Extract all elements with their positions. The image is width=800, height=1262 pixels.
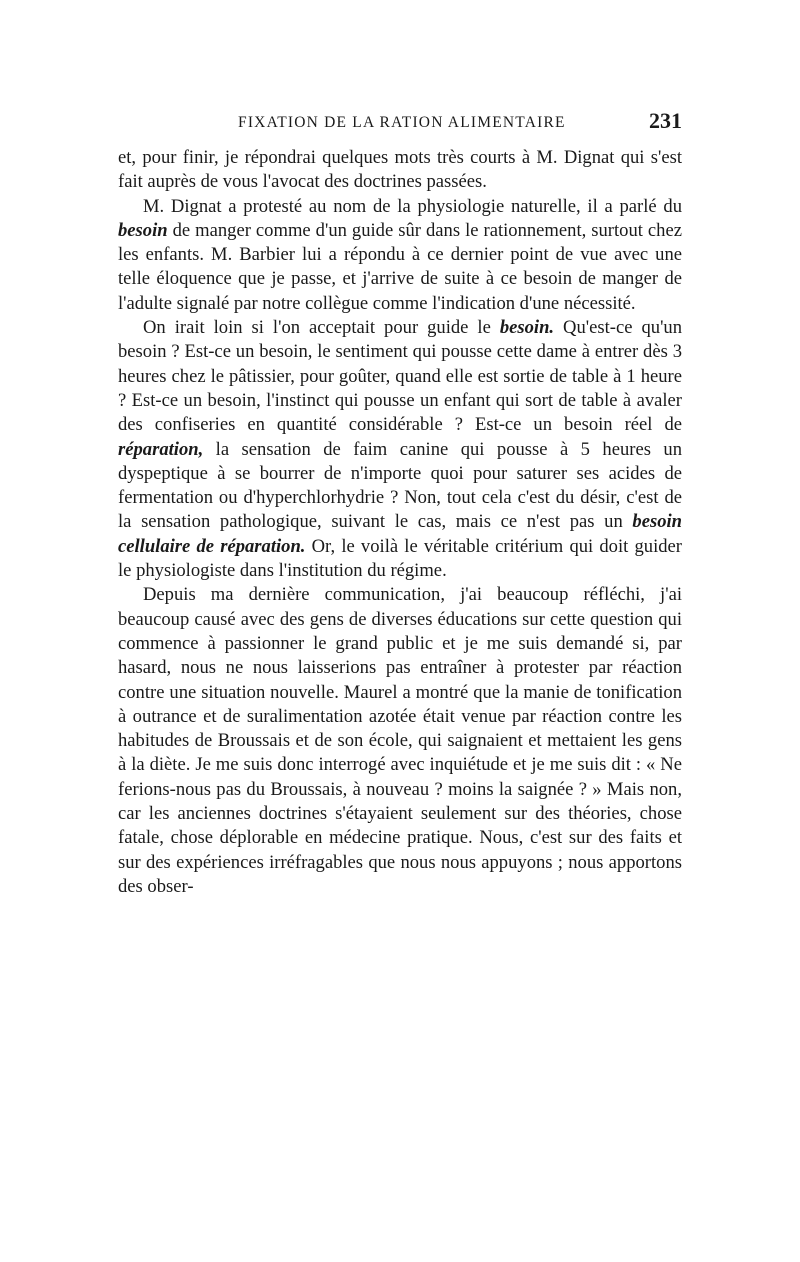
paragraph-2 [118, 195, 682, 316]
page-number: 231 [649, 108, 682, 133]
paragraph-1: et, pour finir, je répondrai quelques mots très courts à M. Dignat qui s'est fait auprès de vous l'avocat des doctrines passées. [118, 147, 682, 193]
paragraph-2-text-c: de manger comme d'un guide sûr dans le rationnement, surtout chez les enfants. M. Barbier lui a répondu à ce dernier point de vue avec une telle éloquence que je passe, et j'arrive de suite à ce besoin de manger de l'adulte signalé par notre collègue comme l'indication d'une nécessité. [118, 219, 682, 314]
paragraph-3-text-g: Or, le voilà le véritable critérium qui doit guider le physiologiste dans l'institution du régime. [118, 535, 682, 582]
paragraph-3-text-a: On irait loin si l'on acceptait pour guide le [143, 317, 500, 339]
paragraph-3 [118, 316, 682, 583]
paragraph-3-text-c: Qu'est-ce qu'un besoin ? Est-ce un besoin, le sentiment qui pousse cette dame à entrer dès 3 heures chez le pâtissier, pour goûter, quand elle est sortie de table à 1 heure ? Est-ce un besoin, l'instinct qui pousse un enfant qui sort de table à avaler des confiseries en quantité considérable ? Est-ce un besoin réel de [118, 317, 683, 436]
book-page [118, 108, 682, 899]
running-head [118, 108, 682, 138]
body-text [118, 146, 682, 899]
paragraph-3-emphasis-besoin-cellulaire: besoin cellulaire de réparation. [118, 511, 682, 557]
paragraph-2-emphasis-besoin: besoin [118, 219, 168, 241]
paragraph-3-emphasis-reparation: réparation, [118, 438, 204, 460]
paragraph-3-text-e: la sensation de faim canine qui pousse à 5 heures un dyspeptique à se bourrer de n'importe quoi pour saturer ses acides de fermentation ou d'hyperchlorhydrie ? Non, tout cela c'est du désir, c'est de la sensation pathologique, suivant le cas, mais ce n'est pas un [118, 438, 682, 533]
running-title: FIXATION DE LA RATION ALIMENTAIRE [238, 114, 566, 131]
paragraph-3-emphasis-besoin: besoin. [499, 317, 555, 339]
paragraph-2-text-a: M. Dignat a protesté au nom de la physiologie naturelle, il a parlé du [143, 195, 682, 217]
paragraph-4: Depuis ma dernière communication, j'ai beaucoup réfléchi, j'ai beaucoup causé avec des gens de diverses éducations sur cette question qui commence à passionner le grand public et je me suis demandé si, par hasard, nous ne nous laisserions pas entraîner à protester par réaction contre une situation nouvelle. Maurel a montré que la manie de tonification à outrance et de suralimentation azotée était venue par réaction contre les habitudes de Broussais et de son école, qui saignaient et mettaient les gens à la diète. Je me suis donc interrogé avec inquiétude et je me suis dit : « Ne ferions-nous pas du Broussais, à nouveau ? moins la saignée ? » Mais non, car les anciennes doctrines s'étayaient seulement sur des théories, chose fatale, chose déplorable en médecine pratique. Nous, c'est sur des faits et sur des expériences irréfragables que nous nous appuyons ; nous apportons des obser- [118, 584, 682, 897]
